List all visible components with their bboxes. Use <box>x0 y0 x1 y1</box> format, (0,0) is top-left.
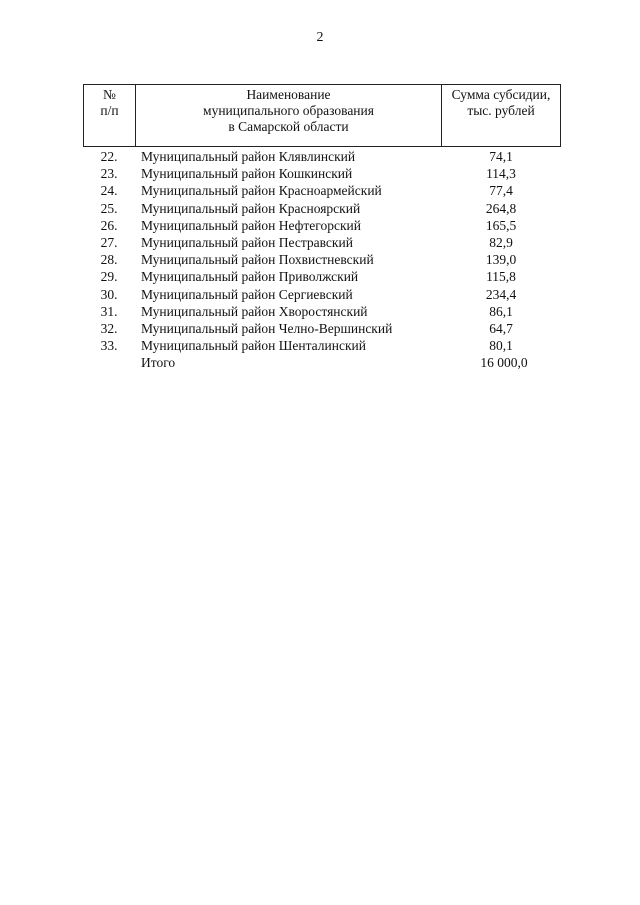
row-name: Муниципальный район Клявлинский <box>141 149 356 164</box>
row-name: Муниципальный район Похвистневский <box>141 252 374 268</box>
table-row <box>83 182 561 199</box>
table-row <box>83 286 561 303</box>
row-name: Муниципальный район Хворостянский <box>141 303 368 319</box>
total-label: Итого <box>141 355 176 371</box>
row-sum: 77,4 <box>489 183 513 199</box>
header-text: Сумма субсидии, <box>451 87 551 102</box>
row-name: Муниципальный район Челно-Вершинский <box>141 320 393 336</box>
table-header <box>83 84 561 147</box>
table-row <box>83 303 561 320</box>
table-row <box>83 268 561 285</box>
header-text: № <box>103 87 116 102</box>
table-row <box>83 165 561 182</box>
header-name-column <box>136 85 442 146</box>
row-sum: 234,4 <box>485 286 517 302</box>
row-number: 31. <box>100 303 118 319</box>
row-number: 23. <box>100 166 118 182</box>
row-number: 28. <box>100 252 118 268</box>
header-text: Наименование <box>246 87 331 102</box>
row-sum: 74,1 <box>489 149 513 164</box>
row-number: 30. <box>100 286 118 302</box>
row-number: 22. <box>100 149 118 164</box>
row-number: 32. <box>100 320 118 336</box>
row-name: Муниципальный район Приволжский <box>141 269 359 285</box>
row-sum: 80,1 <box>489 338 513 354</box>
table-body <box>83 148 561 371</box>
row-number: 29. <box>100 269 118 285</box>
row-number: 25. <box>100 200 118 216</box>
row-sum: 264,8 <box>485 200 517 216</box>
row-name: Муниципальный район Нефтегорский <box>141 217 362 233</box>
table-row <box>83 148 561 165</box>
row-sum: 114,3 <box>486 166 516 182</box>
row-number: 24. <box>100 183 118 199</box>
row-name: Муниципальный район Кошкинский <box>141 166 353 182</box>
total-row <box>83 354 561 371</box>
table-row <box>83 337 561 354</box>
row-number: 27. <box>100 234 118 250</box>
table-row <box>83 251 561 268</box>
table-row <box>83 217 561 234</box>
header-text: п/п <box>100 103 119 118</box>
row-number: 33. <box>100 338 118 354</box>
row-sum: 165,5 <box>485 217 517 233</box>
page-number: 2 <box>316 30 324 45</box>
header-text: тыс. рублей <box>467 103 535 118</box>
row-name: Муниципальный район Пестравский <box>141 234 353 250</box>
header-number-column <box>84 85 136 146</box>
row-name: Муниципальный район Шенталинский <box>141 338 366 354</box>
header-text: муниципального образования <box>203 103 374 118</box>
table-row <box>83 320 561 337</box>
row-sum: 139,0 <box>485 252 517 268</box>
row-sum: 86,1 <box>489 303 513 319</box>
header-text: в Самарской области <box>228 119 349 134</box>
row-name: Муниципальный район Сергиевский <box>141 286 353 302</box>
row-sum: 64,7 <box>489 320 513 336</box>
row-name: Муниципальный район Красноармейский <box>141 183 382 199</box>
table-row <box>83 234 561 251</box>
total-sum: 16 000,0 <box>480 355 528 371</box>
row-sum: 82,9 <box>489 234 513 250</box>
header-sum-column <box>442 85 560 146</box>
row-sum: 115,8 <box>486 269 516 285</box>
row-name: Муниципальный район Красноярский <box>141 200 361 216</box>
row-number: 26. <box>100 217 118 233</box>
table-row <box>83 200 561 217</box>
total-number-empty <box>83 354 135 371</box>
